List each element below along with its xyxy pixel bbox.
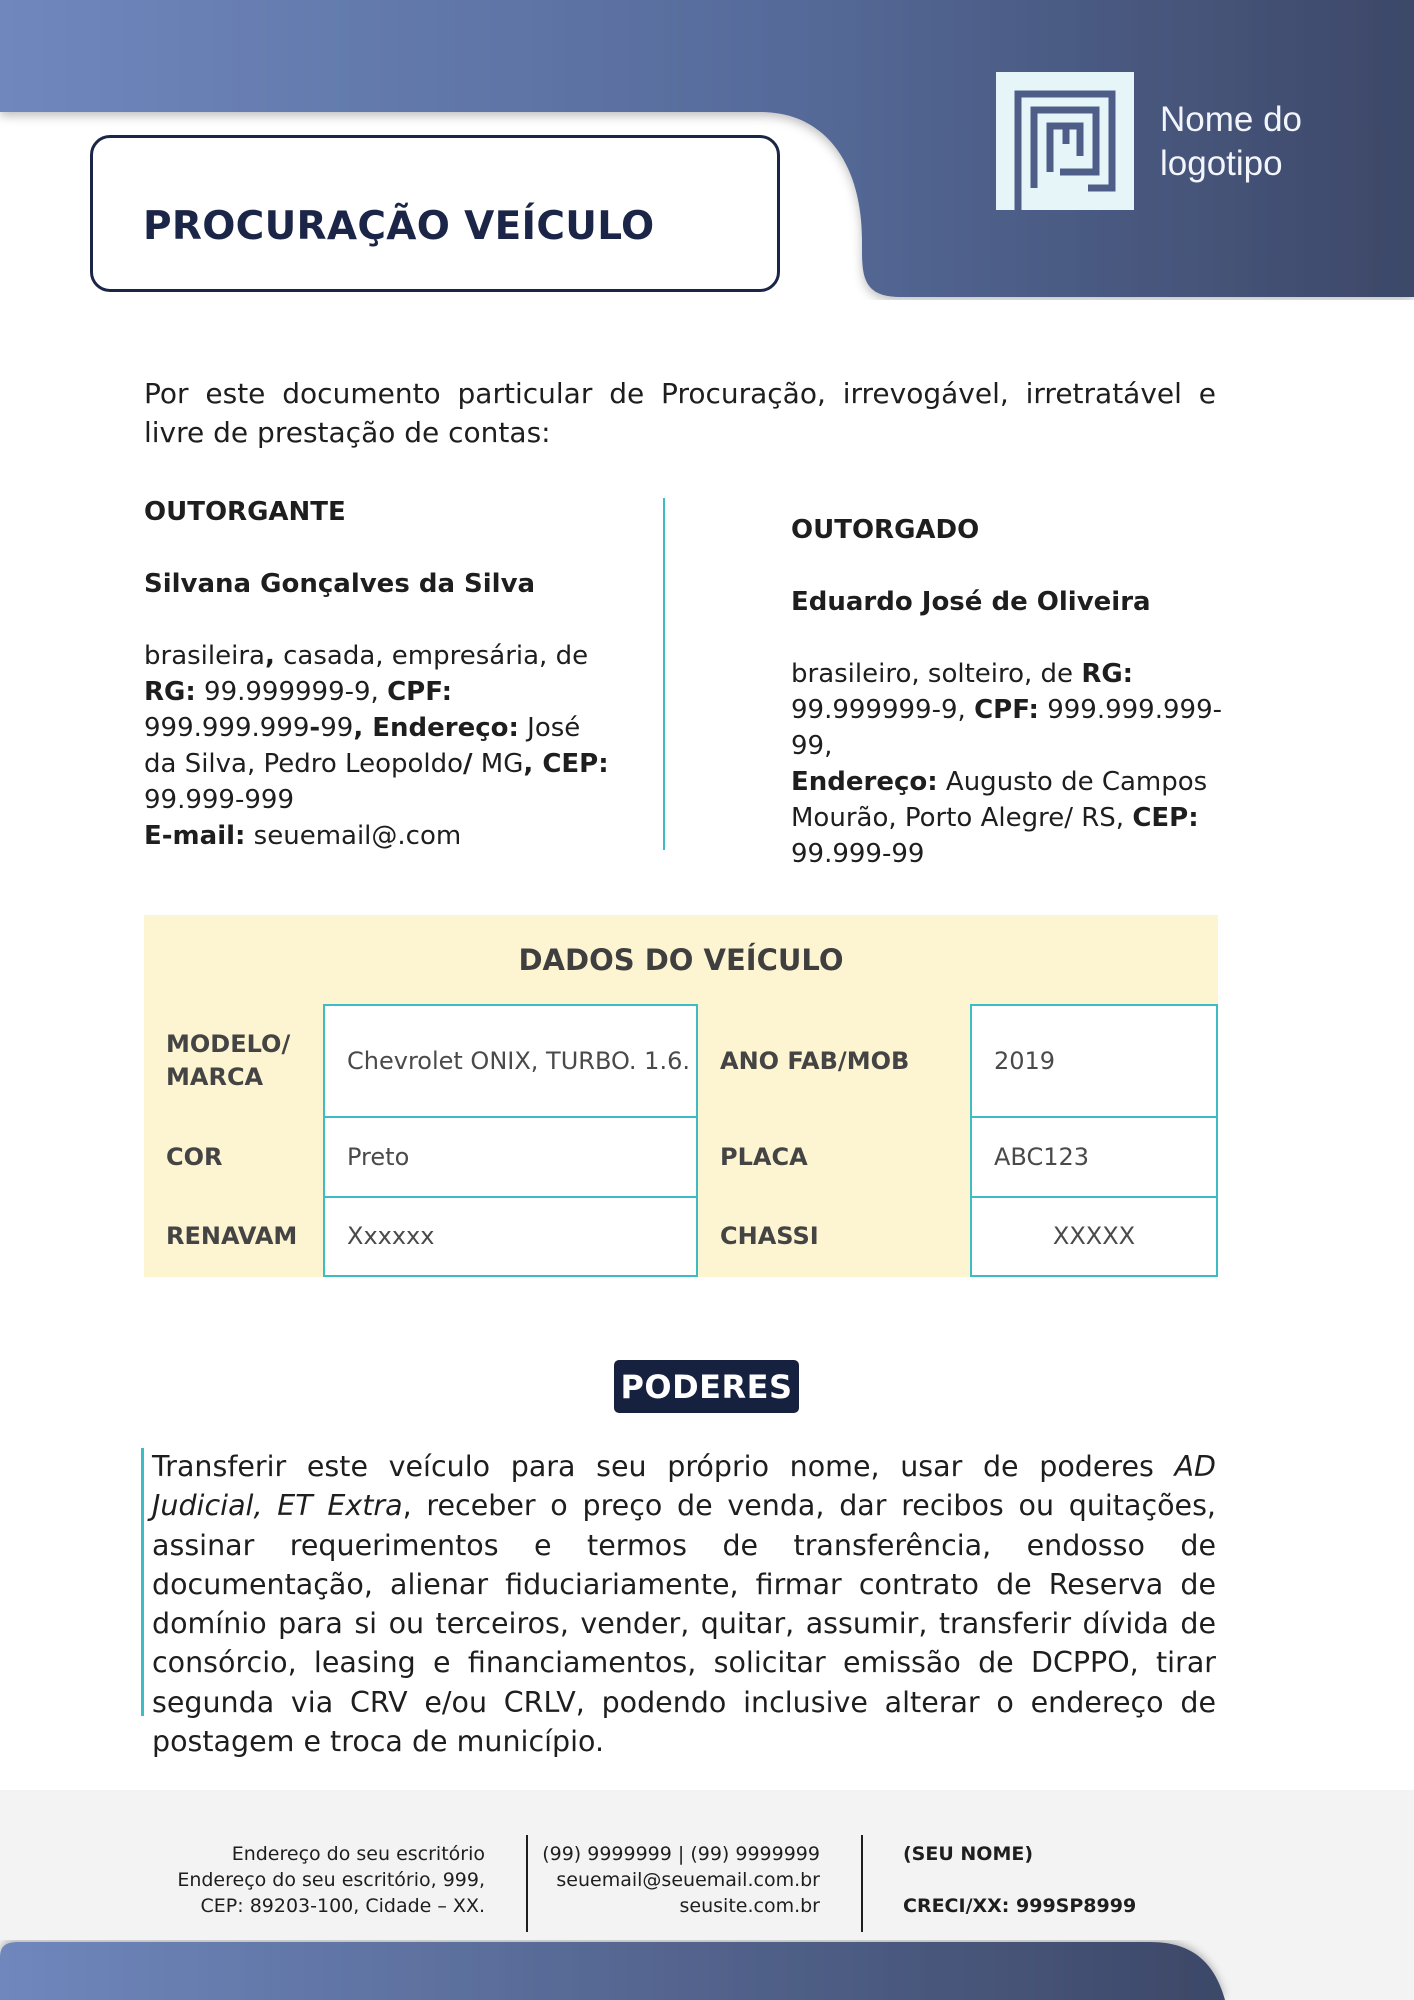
poderes-text-italic: AD Judicial, ET Extra	[152, 1450, 1216, 1523]
outorgado-cep-label: CEP:	[1132, 803, 1199, 833]
parties-divider	[663, 498, 665, 850]
poderes-heading: PODERES	[614, 1360, 799, 1413]
footer-name: (SEU NOME)	[903, 1843, 1034, 1865]
outorgado-rg: 99.999999-9,	[791, 695, 975, 725]
outorgante-rg: 99.999999-9,	[195, 677, 388, 707]
vehicle-table-title: DADOS DO VEÍCULO	[144, 915, 1218, 1004]
vehicle-label-placa: PLACA	[698, 1116, 970, 1198]
outorgante-cep-label: , CEP:	[523, 749, 609, 779]
outorgante-comma: ,	[264, 641, 275, 671]
poderes-text-end: , receber o preço de venda, dar recibos ou quitações, assinar requerimentos e termos de transferência, endosso de documentação, alienar fiduciariamente, firmar contrato de Reserva de domínio para si ou terceiros, vender, quitar, assumir, transferir dívida de consórcio, leasing e financiamentos, solicitar emissão de DCPPO, tirar segunda via CRV e/ou CRLV, podendo inclusive alterar o endereço de postagem e troca de município.	[152, 1489, 1216, 1759]
vehicle-value-chassi: XXXXX	[970, 1196, 1218, 1277]
vehicle-label-ano: ANO FAB/MOB	[698, 1004, 970, 1118]
outorgante-address: José da Silva, Pedro Leopoldo	[144, 713, 581, 779]
outorgado-status: brasileiro, solteiro, de	[791, 659, 1082, 689]
outorgante-cep: 99.999-999	[144, 785, 294, 815]
outorgante-details	[144, 638, 614, 854]
footer-contact	[542, 1841, 820, 1919]
vehicle-label-renavam: RENAVAM	[144, 1196, 323, 1277]
footer-address-line3: CEP: 89203-100, Cidade – XX.	[200, 1895, 485, 1917]
footer-agent	[903, 1841, 1136, 1919]
outorgante-lead: brasileira	[144, 641, 265, 671]
outorgante-cpf-end: 99	[320, 713, 354, 743]
outorgante-rg-label: RG:	[144, 677, 196, 707]
outorgante-email-label: E-mail:	[144, 821, 246, 851]
outorgado-address-label: Endereço:	[791, 767, 938, 797]
outorgante-status: casada, empresária, de	[274, 641, 589, 671]
footer-address-line1: Endereço do seu escritório	[231, 1843, 485, 1865]
footer-phone: (99) 9999999 | (99) 9999999	[542, 1843, 820, 1865]
outorgado-cpf-label: CPF:	[974, 695, 1039, 725]
outorgado-name: Eduardo José de Oliveira	[791, 587, 1151, 617]
outorgado-cpf: 999.999.999-99,	[791, 695, 1222, 761]
footer-band	[0, 1940, 1414, 2000]
maze-logo-icon	[996, 72, 1134, 210]
footer-email: seuemail@seuemail.com.br	[556, 1869, 820, 1891]
outorgante-cpf: 999.999.999	[144, 713, 310, 743]
page-title: PROCURAÇÃO VEÍCULO	[143, 204, 655, 249]
footer-divider-2	[861, 1835, 863, 1932]
footer-creci: CRECI/XX: 999SP8999	[903, 1895, 1137, 1917]
outorgante-state: MG	[472, 749, 524, 779]
outorgante-cpf-label: CPF:	[387, 677, 452, 707]
outorgado-block	[791, 512, 1231, 872]
footer-address	[177, 1841, 485, 1919]
outorgado-address: Augusto de Campos Mourão, Porto Alegre/ RS,	[791, 767, 1208, 833]
outorgante-role: OUTORGANTE	[144, 497, 346, 527]
outorgado-details	[791, 656, 1231, 872]
poderes-paragraph	[152, 1447, 1216, 1761]
intro-paragraph: Por este documento particular de Procuração, irrevogável, irretratável e livre de prestação de contas:	[144, 377, 1216, 449]
outorgante-slash: /	[463, 749, 473, 779]
poderes-text-start: Transferir este veículo para seu próprio nome, usar de poderes	[152, 1450, 1175, 1483]
title-box	[90, 135, 780, 292]
footer-site: seusite.com.br	[679, 1895, 820, 1917]
outorgante-cpf-dash: -	[309, 713, 321, 743]
outorgado-role: OUTORGADO	[791, 515, 980, 545]
vehicle-value-modelo: Chevrolet ONIX, TURBO. 1.6.	[323, 1004, 698, 1118]
footer-address-line2: Endereço do seu escritório, 999,	[177, 1869, 485, 1891]
vehicle-table	[144, 915, 1218, 1277]
vehicle-value-cor: Preto	[323, 1116, 698, 1198]
vehicle-value-renavam: Xxxxxx	[323, 1196, 698, 1277]
outorgante-address-label: , Endereço:	[353, 713, 519, 743]
vehicle-label-cor: COR	[144, 1116, 323, 1198]
outorgado-cep: 99.999-99	[791, 839, 925, 869]
vehicle-label-chassi: CHASSI	[698, 1196, 970, 1277]
vehicle-value-placa: ABC123	[970, 1116, 1218, 1198]
outorgante-email: seuemail@.com	[245, 821, 462, 851]
vehicle-value-ano: 2019	[970, 1004, 1218, 1118]
outorgante-block	[144, 494, 614, 854]
footer-divider-1	[526, 1835, 528, 1932]
logo-text-line1: Nome do	[1160, 100, 1303, 139]
outorgado-rg-label: RG:	[1081, 659, 1134, 689]
outorgante-name: Silvana Gonçalves da Silva	[144, 569, 536, 599]
logo-text-line2: logotipo	[1160, 144, 1283, 183]
poderes-accent-bar	[141, 1448, 144, 1716]
vehicle-label-modelo: MODELO/ MARCA	[144, 1004, 323, 1118]
logo-text	[1160, 98, 1350, 186]
